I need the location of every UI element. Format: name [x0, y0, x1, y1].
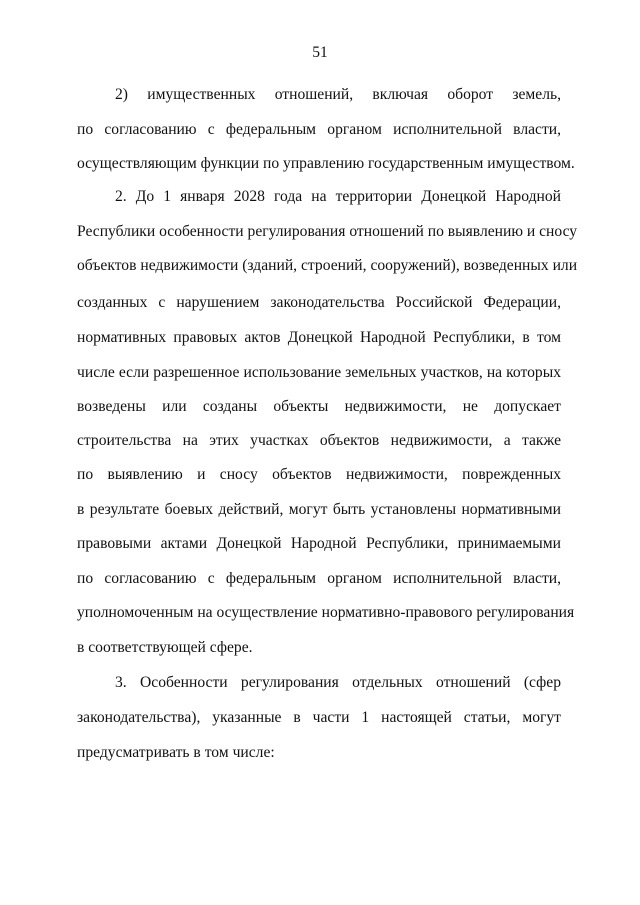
- text-line: законодательства), указанные в части 1 настоящей статьи, могут: [77, 709, 561, 726]
- text-line: возведены или созданы объекты недвижимости, не допускает: [77, 398, 561, 415]
- text-line: числе если разрешенное использование земельных участков, на которых: [77, 364, 561, 381]
- text-line: правовыми актами Донецкой Народной Республики, принимаемыми: [77, 535, 561, 552]
- text-line: в результате боевых действий, могут быть установлены нормативными: [77, 501, 561, 518]
- text-line: предусматривать в том числе:: [77, 744, 275, 761]
- text-line: 2) имущественных отношений, включая оборот земель,: [115, 86, 561, 103]
- text-line: нормативных правовых актов Донецкой Народной Республики, в том: [77, 329, 561, 346]
- text-line: Республики особенности регулирования отношений по выявлению и сносу: [77, 223, 578, 240]
- text-line: объектов недвижимости (зданий, строений, сооружений), возведенных или: [77, 257, 578, 274]
- text-line: по согласованию с федеральным органом исполнительной власти,: [77, 570, 561, 587]
- text-line: по выявлению и сносу объектов недвижимости, поврежденных: [77, 466, 561, 483]
- text-line: в соответствующей сфере.: [77, 639, 253, 656]
- text-line: 3. Особенности регулирования отдельных отношений (сфер: [115, 674, 561, 691]
- text-line: созданных с нарушением законодательства Российской Федерации,: [77, 294, 561, 311]
- text-line: осуществляющим функции по управлению государственным имуществом.: [77, 155, 575, 172]
- text-line: по согласованию с федеральным органом исполнительной власти,: [77, 121, 561, 138]
- page-number: 51: [312, 44, 328, 61]
- text-line: уполномоченным на осуществление нормативно-правового регулирования: [77, 604, 575, 621]
- text-line: 2. До 1 января 2028 года на территории Донецкой Народной: [115, 188, 561, 205]
- text-line: строительства на этих участках объектов недвижимости, а также: [77, 432, 561, 449]
